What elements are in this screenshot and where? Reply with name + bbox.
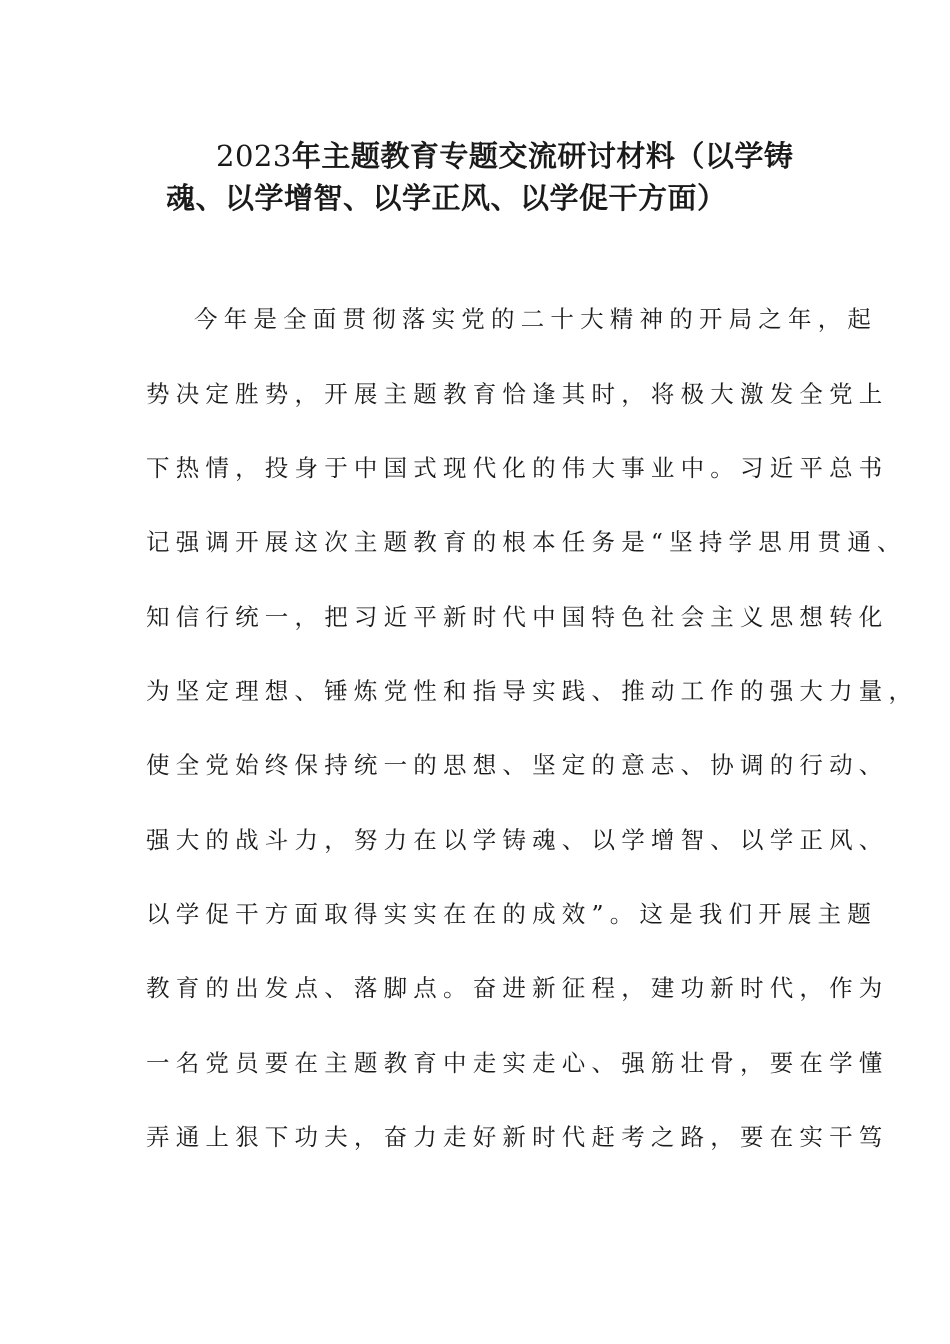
body-line-11: 一名党员要在主题教育中走实走心、强筋壮骨，要在学懂: [146, 1049, 889, 1077]
title-text: 年主题教育专题交流研讨材料（以学铸: [291, 139, 794, 173]
body-line-10: 教育的出发点、落脚点。奋进新征程，建功新时代，作为: [146, 974, 889, 1002]
body-line-8: 强大的战斗力，努力在以学铸魂、以学增智、以学正风、: [146, 826, 889, 854]
body-line-5: 知信行统一，把习近平新时代中国特色社会主义思想转化: [146, 603, 889, 631]
title-year: 2023: [216, 139, 292, 173]
body-line-6: 为坚定理想、锤炼党性和指导实践、推动工作的强大力量，: [146, 677, 919, 705]
body-line-7: 使全党始终保持统一的思想、坚定的意志、协调的行动、: [146, 751, 889, 779]
document-title-line-1: [216, 134, 876, 175]
body-line-9: 以学促干方面取得实实在在的成效”。这是我们开展主题: [146, 900, 878, 928]
body-line-4: 记强调开展这次主题教育的根本任务是“坚持学思用贯通、: [146, 528, 907, 556]
body-line-2: 势决定胜势，开展主题教育恰逢其时，将极大激发全党上: [146, 380, 889, 408]
body-line-1: 今年是全面贯彻落实党的二十大精神的开局之年，起: [194, 305, 878, 333]
document-title-line-2: 魂、以学增智、以学正风、以学促干方面）: [166, 181, 727, 215]
body-line-3: 下热情，投身于中国式现代化的伟大事业中。习近平总书: [146, 454, 889, 482]
body-line-12: 弄通上狠下功夫，奋力走好新时代赶考之路，要在实干笃: [146, 1123, 889, 1151]
